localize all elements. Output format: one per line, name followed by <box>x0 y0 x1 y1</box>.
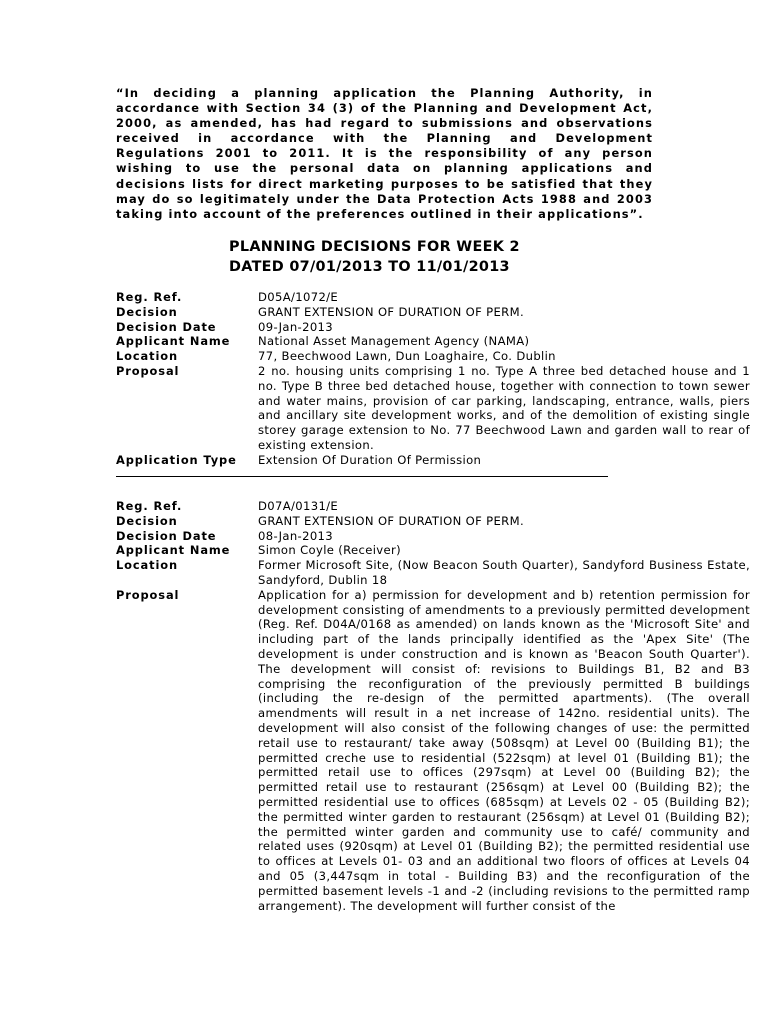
reg-ref-row <box>116 290 750 305</box>
applicant-name-row <box>116 543 750 558</box>
reg-ref-value: D05A/1072/E <box>258 290 339 304</box>
proposal-value: 2 no. housing units comprising 1 no. Type A three bed detached house and 1 no. Type B three bed detached house, together with connection to town sewer and water mains, provision of car parking, landscaping, entrance, walls, piers and ancillary site development works, and of the demolition of existing single storey garage extension to No. 77 Beechwood Lawn and garden wall to rear of existing extension. <box>258 363 750 452</box>
decision-date-label: Decision Date <box>116 319 217 334</box>
reg-ref-value: D07A/0131/E <box>258 499 339 513</box>
application-type-label: Application Type <box>116 452 237 467</box>
location-label: Location <box>116 349 179 364</box>
decision-row <box>116 514 750 529</box>
decision-label: Decision <box>116 304 178 319</box>
applicant-name-value: Simon Coyle (Receiver) <box>258 543 401 558</box>
proposal-row <box>116 588 750 914</box>
location-value: Former Microsoft Site, (Now Beacon South Quarter), Sandyford Business Estate, Sandyford, Dublin 18 <box>258 558 750 587</box>
proposal-label: Proposal <box>116 363 180 378</box>
planning-record <box>116 290 750 477</box>
decision-value: GRANT EXTENSION OF DURATION OF PERM. <box>258 304 524 319</box>
location-label: Location <box>116 558 179 573</box>
decision-date-row <box>116 529 750 544</box>
decision-value: GRANT EXTENSION OF DURATION OF PERM. <box>258 513 524 528</box>
proposal-row <box>116 364 750 453</box>
location-row <box>116 349 750 364</box>
reg-ref-row <box>116 499 750 514</box>
decision-date-value: 08-Jan-2013 <box>258 528 333 543</box>
data-protection-disclaimer: “In deciding a planning application the Planning Authority, in accordance with Section 34 (3) of the Planning and Development Act, 2000, as amended, has had regard to submissions and observations received in accordance with the Planning and Development Regulations 2001 to 2011. It is the responsibility of any person wishing to use the personal data on planning applications and decisions lists for direct marketing purposes to be satisfied that they may do so legitimately under the Data Protection Acts 1988 and 2003 taking into account of the preferences outlined in their applications”. <box>116 86 653 221</box>
planning-record <box>116 499 750 913</box>
decision-date-row <box>116 320 750 335</box>
location-value: 77, Beechwood Lawn, Dun Loaghaire, Co. Dublin <box>258 349 556 364</box>
application-type-value: Extension Of Duration Of Permission <box>258 452 482 467</box>
applicant-name-row <box>116 334 750 349</box>
application-type-row <box>116 453 750 468</box>
applicant-name-label: Applicant Name <box>116 334 231 349</box>
location-row <box>116 558 750 588</box>
proposal-label: Proposal <box>116 587 180 602</box>
decision-date-label: Decision Date <box>116 528 217 543</box>
applicant-name-value: National Asset Management Agency (NAMA) <box>258 334 530 349</box>
page-title: PLANNING DECISIONS FOR WEEK 2 <box>229 239 520 255</box>
decision-label: Decision <box>116 513 178 528</box>
applicant-name-label: Applicant Name <box>116 543 231 558</box>
decision-date-value: 09-Jan-2013 <box>258 319 333 334</box>
decision-row <box>116 305 750 320</box>
proposal-value: Application for a) permission for development and b) retention permission for development consisting of amendments to a previously permitted development (Reg. Ref. D04A/0168 as amended) on lands known as the 'Microsoft Site' and including part of the lands principally identified as the 'Apex Site' (The development is under construction and is known as 'Beacon South Quarter'). The development will consist of: revisions to Buildings B1, B2 and B3 comprising the reconfiguration of the previously permitted B buildings (including the re-design of the permitted apartments). (The overall amendments will result in a net increase of 142no. residential units). The development will also consist of the following changes of use: the permitted retail use to restaurant/ take away (508sqm) at Level 00 (Building B1); the permitted creche use to residential (522sqm) at level 01 (Building B1); the permitted retail use to offices (297sqm) at Level 00 (Building B2); the permitted retail use to restaurant (256sqm) at Level 00 (Building B2); the permitted residential use to offices (685sqm) at Levels 02 - 05 (Building B2); the permitted winter garden to restaurant (256sqm) at Level 01 (Building B2); the permitted winter garden and community use to café/ community and related uses (920sqm) at Level 01 (Building B2); the permitted residential use to offices at Levels 01- 03 and an additional two floors of offices at Levels 04 and 05 (3,447sqm in total - Building B3) and the reconfiguration of the permitted basement levels -1 and -2 (including revisions to the permitted ramp arrangement). The development will further consist of the <box>258 587 750 913</box>
reg-ref-label: Reg. Ref. <box>116 290 183 304</box>
page-subtitle-date-range: DATED 07/01/2013 TO 11/01/2013 <box>229 259 510 275</box>
record-divider <box>116 476 608 477</box>
reg-ref-label: Reg. Ref. <box>116 499 183 513</box>
